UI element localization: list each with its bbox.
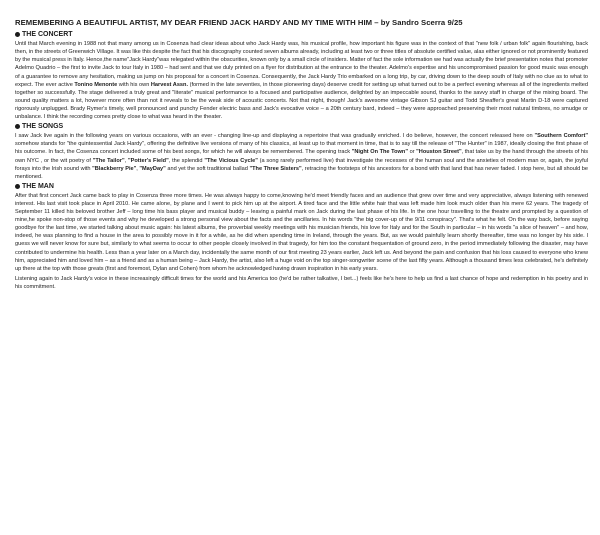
bold-term: "Potter's Field" [128, 157, 169, 164]
section-heading [15, 123, 588, 130]
bold-term: "Houston Street" [416, 149, 462, 156]
section-songs [15, 123, 588, 181]
bold-term: Tonino Menonte [74, 81, 118, 88]
bullet-icon [15, 184, 20, 189]
section-paragraph: After that first concert Jack came back to play in Cosenza three more times. He was always happy to come,knowing he'd meet friendly faces and an audience that grew over time and very appreciative, always listening with renewed interest. His last visit took place in April 2010. He came alone, by plane and I went to pick him up at the airport. A tired face and the little white hair that was left made him look much older than his mere 62 years. The tragedy of September 11 killed his beloved brother Jeff – long time his bass player and musical buddy – leaving a painful mark on Jack during the last phase of his life. In the one hour travelling to the theatre and prompted by a question of mine,he spoke non-stop of those events and why he developed a strong personal view about the facts and the ancillaries. In his words "the big cover-up of the 9/11 conspiracy". That's what he felt. On the way back, before saying goodbye for the last time, we started talking about music again: his latest albums, the proverbial weekly meetings with his musician friends, his love for Italy and for the South in particular – in his words "a slice of heaven" – and how, indeed, he was planning to find a house in the area to possibly move in it for a while, as he did when spending time in Ireland, through the years. But, as we would painfully learn shortly thereafter, time was no longer by his side. I guess we will never know for sure but, similarly to what seems to occur to other people closely involved in that tragedy, for him too the constant frequentation of ground zero, in the period immediately following the disaster, may have contributed to undermine his health. Less than a year later on a March day, incidentally the same month of our first meeting 23 years earlier, Jack left us. And beyond the pain and confusion that his loss caused to everyone who knew him, appreciated him and loved him – as a friend and as a human being – Jack Hardy, the artist, also left a huge void on the top singer-songwriter scene of the last fifty years. Although a thousand times less celebrated, he's definitely up there at the top with those greats (first and foremost, Dylan and Cohen) from whom he acknowledged having drawn inspiration in his early years. [15, 192, 588, 272]
bold-term: "The Three Sisters" [249, 165, 302, 172]
bold-term: "MayDay" [139, 165, 166, 172]
section-paragraph: I saw Jack live again in the following years on various occasions, with an ever - changing line-up and displaying a repertoire that was gradually enriched. I do believe, however, the concert released here on "Southern Comfort" somehow stands for "the quintessential Jack Hardy", offering the definitive live versions of many of his classics, at least up to that moment in time, that is to say till the release of "The Hunter" in 1987, ideally closing the first phase of his outcome. In fact, the Cosenza concert included some of his best songs, for which he will always be remembered. The opening track "Night On The Town" or "Houston Street", that take us by the hand through the streets of his own NYC , or the wit poetry of "The Tailor", "Potter's Field", the splendid "The Vicious Cycle" (a song rarely performed live) that investigate the recesses of the human soul and the anxieties of modern man or, again, the joyful forays into the Irish sound with "Blackberry Pie", "MayDay" and yet the soft traditional ballad "The Three Sisters", retracing the footsteps of his ancestors for a bond with that land that has never faded. I stop here, but all should be mentioned. [15, 133, 589, 180]
bold-term: "Night On The Town" [351, 149, 408, 156]
bullet-icon [15, 124, 20, 129]
section-heading-text: THE MAN [22, 182, 54, 190]
bold-term: Harvest Assn. [150, 81, 189, 88]
section-paragraph: Until that March evening in 1988 not that many among us in Cosenza had clear ideas about who Jack Hardy was, his musical profile, how important his figure was in the context of that "new folk / urban folk" again flourishing, back then, in the streets of Greenwich Village. It was like this despite the fact that his discography counted seven albums already, including at least two or three titles of absolute certified value, alas either ignored or not prominently featured by the musical press in Italy. Hence,the name"Jack Hardy"was relegated within the obscurities, known only by a small circle of insiders. Matter of fact the sole information we had was actually the brief presentation notes that promoter Adelmo Quadrio – the first to invite Jack to tour Italy in 1980 – had sent and that we duly printed on a flyer for distribution at the entrance to the theater. Adelmo's expertise and his uncompromised passion for good music was enough of a guarantee to remove any hesitation, making us jump on his proposal for a concert in Cosenza. Consequently, the Jack Hardy Trio embarked on a long trip, by car, driving down to the deep south of Italy with no clue as to what to expect. The ever active Tonino Menonte with his own Harvest Assn. (formed in the late seventies, in those pioneering days) deserve credit for setting up what turned out to be a perfect evening whereas all of the ingredients melted together so successfully. The stage delivered a truly great and "literate" musical performance to a focused and participative audience, delighted by an impeccable sound, thanks to the savvy staff in charge of the mixing board. The sound quality matters a lot, however more often than not it reveals to be the weak side of acoustic concerts. Not that night, though! Jack's awesome vintage Gibson SJ guitar and Todd Sheaffer's great Martin D-18 were captured rigorously unplugged. Brady Rymer's timely, well pronounced and punchy Fender electric bass and Jack's evocative voice – a 20th century bard, indeed – they were approached preserving their most natural timbres, no smudge or unbalance. I think the recording comes pretty close to what was heard in the theater. [15, 41, 588, 121]
bold-term: "Southern Comfort" [534, 133, 588, 140]
section-heading-text: THE CONCERT [22, 31, 73, 38]
section-paragraph: Listening again to Jack Hardy's voice in these increasingly difficult times for the world and his America too (he'd be rather talkative, I bet...) feels like he's here to help us find a last chance of hope and redemption in his poetry and in his commitment. [15, 275, 588, 290]
bold-term: "Blackberry Pie" [92, 165, 137, 172]
section-heading [15, 183, 588, 190]
bold-term: "The Vicious Cycle" [204, 157, 258, 164]
bold-term: "The Tailor" [92, 157, 125, 164]
article-title: REMEMBERING A BEAUTIFUL ARTIST, MY DEAR FRIEND JACK HARDY AND MY TIME WITH HIM – by Sandro Scerra 9/25 [15, 18, 463, 27]
section-heading-text: THE SONGS [22, 123, 64, 131]
section-heading [15, 31, 588, 38]
bullet-icon [15, 32, 20, 37]
section-man [15, 183, 588, 291]
section-concert [15, 31, 588, 122]
